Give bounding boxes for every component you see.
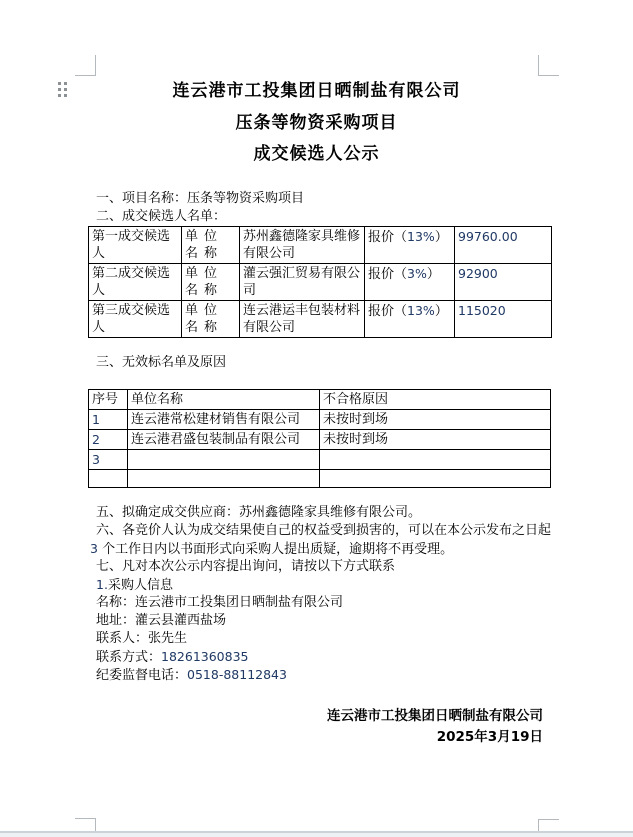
cell-amount: 115020 xyxy=(455,301,552,338)
buyer-address: 地址：灌云县灌西盐场 xyxy=(96,613,227,628)
cell-amount: 92900 xyxy=(455,264,552,301)
cell-rank: 第二成交候选人 xyxy=(89,264,182,301)
buyer-phone xyxy=(96,648,249,667)
cell-amount: 99760.00 xyxy=(455,227,552,264)
quote-suffix: ） xyxy=(434,230,448,245)
cell-field-label: 单位名称 xyxy=(182,301,240,338)
invalid-row-1 xyxy=(89,410,551,430)
cell-company: 连云港运丰包装材料有限公司 xyxy=(240,301,365,338)
section-5-supplier: 五、拟确定成交供应商：苏州鑫德隆家具维修有限公司。 xyxy=(96,505,422,520)
buyer-heading-number: 1. xyxy=(96,577,108,592)
cell-field-label: 单位名称 xyxy=(182,264,240,301)
quote-suffix: ） xyxy=(426,267,440,282)
title-announcement: 成交候选人公示 xyxy=(253,144,380,164)
section-6-line2-text: 个工作日内以书面形式向采购人提出质疑，逾期将不再受理。 xyxy=(97,542,454,557)
section-1-project-name: 一、项目名称：压条等物资采购项目 xyxy=(96,191,305,206)
header-reason: 不合格原因 xyxy=(320,390,551,410)
signature-company: 连云港市工投集团日晒制盐有限公司 xyxy=(327,708,543,724)
cell-company: 连云港君盛包装制品有限公司 xyxy=(128,430,320,450)
cell-company: 灌云强汇贸易有限公司 xyxy=(240,264,365,301)
cell-field-label: 单位名称 xyxy=(182,227,240,264)
cell-quote-label xyxy=(365,264,455,301)
header-company: 单位名称 xyxy=(128,390,320,410)
cell-no: 2 xyxy=(89,430,128,450)
cell-reason xyxy=(320,470,551,488)
text-boundary-mark-bottom-left-v xyxy=(95,818,96,832)
candidate-row-1 xyxy=(89,227,552,264)
invalid-row-3 xyxy=(89,450,551,470)
invalid-bids-table xyxy=(88,389,551,488)
cell-company xyxy=(128,470,320,488)
section-7-contact-heading: 七、凡对本次公示内容提出询问，请按以下方式联系 xyxy=(96,559,396,574)
cell-no: 3 xyxy=(89,450,128,470)
cell-rank: 第一成交候选人 xyxy=(89,227,182,264)
quote-prefix: 报价（ xyxy=(368,230,408,245)
cell-no xyxy=(89,470,128,488)
quote-percent: 3% xyxy=(407,266,427,281)
quote-prefix: 报价（ xyxy=(368,304,408,319)
text-boundary-mark-top-right-v xyxy=(538,55,539,75)
quote-percent: 13% xyxy=(407,303,435,318)
cell-quote-label xyxy=(365,301,455,338)
invalid-row-2 xyxy=(89,430,551,450)
candidate-row-3 xyxy=(89,301,552,338)
invalid-row-4 xyxy=(89,470,551,488)
cell-company: 连云港常松建材销售有限公司 xyxy=(128,410,320,430)
header-no: 序号 xyxy=(89,390,128,410)
document-title-block xyxy=(0,76,633,171)
buyer-heading-text: 采购人信息 xyxy=(107,578,173,593)
signature-date: 2025年3月19日 xyxy=(436,729,543,745)
cell-company: 苏州鑫德隆家具维修有限公司 xyxy=(240,227,365,264)
candidate-row-2 xyxy=(89,264,552,301)
supervision-phone xyxy=(96,666,287,685)
cell-reason xyxy=(320,450,551,470)
cell-no: 1 xyxy=(89,410,128,430)
buyer-phone-value: 18261360835 xyxy=(161,649,249,664)
buyer-name: 名称：连云港市工投集团日晒制盐有限公司 xyxy=(96,595,344,610)
cell-quote-label xyxy=(365,227,455,264)
cell-reason: 未按时到场 xyxy=(320,430,551,450)
quote-suffix: ） xyxy=(434,304,448,319)
cell-rank: 第三成交候选人 xyxy=(89,301,182,338)
app-background-strip xyxy=(0,833,633,837)
quote-percent: 13% xyxy=(407,229,435,244)
text-boundary-mark-top-left-v xyxy=(95,55,96,75)
cell-company xyxy=(128,450,320,470)
quote-prefix: 报价（ xyxy=(368,267,408,282)
section-3-invalid-heading: 三、无效标名单及原因 xyxy=(96,355,227,370)
supervision-phone-label: 纪委监督电话： xyxy=(96,668,188,683)
title-project: 压条等物资采购项目 xyxy=(235,112,398,133)
title-company: 连云港市工投集团日晒制盐有限公司 xyxy=(172,81,461,101)
section-6-line1: 六、各竞价人认为成交结果使自己的权益受到损害的，可以在本公示发布之日起 xyxy=(96,523,552,538)
section-2-candidates-heading: 二、成交候选人名单： xyxy=(96,209,227,224)
buyer-contact-person: 联系人：张先生 xyxy=(96,631,188,646)
text-boundary-mark-bottom-right-h xyxy=(538,819,559,820)
working-days-number: 3 xyxy=(90,541,98,556)
candidates-table xyxy=(88,226,552,338)
signature-block xyxy=(327,706,543,748)
supervision-phone-value: 0518-88112843 xyxy=(187,667,287,682)
invalid-header-row xyxy=(89,390,551,410)
buyer-phone-label: 联系方式： xyxy=(96,650,162,665)
buyer-info-heading xyxy=(96,576,173,595)
cell-reason: 未按时到场 xyxy=(320,410,551,430)
text-boundary-mark-bottom-left-h xyxy=(75,818,96,819)
section-6-line2 xyxy=(90,540,453,559)
